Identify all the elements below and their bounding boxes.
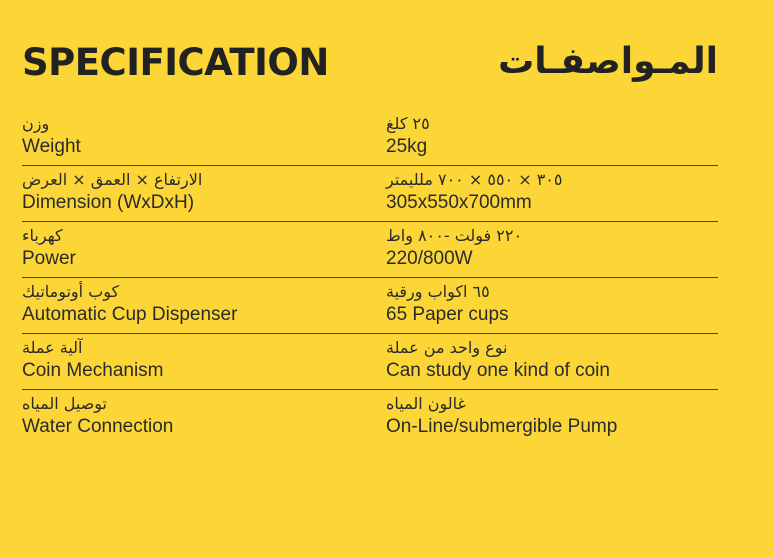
spec-row-coin-mechanism: [22, 334, 718, 390]
spec-label: [22, 394, 382, 438]
spec-value-english: On-Line/submergible Pump: [386, 416, 618, 437]
spec-label-english: Automatic Cup Dispenser: [22, 304, 238, 325]
spec-table: [22, 110, 718, 446]
page-title: SPECIFICATION: [22, 41, 329, 84]
spec-value-english: 65 Paper cups: [386, 304, 509, 325]
spec-label-arabic: توصيل المياه: [22, 394, 107, 413]
spec-label-arabic: كوب أوتوماتيك: [22, 282, 120, 301]
spec-value: [386, 170, 716, 214]
spec-label-english: Coin Mechanism: [22, 360, 164, 381]
spec-label-english: Water Connection: [22, 416, 174, 437]
spec-row-weight: [22, 110, 718, 166]
spec-label: [22, 226, 382, 270]
spec-value: [386, 226, 716, 270]
spec-label: [22, 338, 382, 382]
spec-label-arabic: كهرباء: [22, 226, 63, 245]
spec-label-arabic: آلية عملة: [22, 338, 83, 357]
spec-value-arabic: ٢٥ كلغ: [386, 114, 430, 133]
spec-row-power: [22, 222, 718, 278]
spec-row-cup-dispenser: [22, 278, 718, 334]
spec-value-english: 305x550x700mm: [386, 192, 532, 213]
page-title-arabic: المـواصفـات: [498, 41, 718, 82]
spec-value: [386, 338, 716, 382]
spec-label-english: Power: [22, 248, 76, 269]
spec-value: [386, 394, 716, 438]
spec-value-english: Can study one kind of coin: [386, 360, 610, 381]
spec-value-arabic: ٣٠٥ × ٥٥٠ × ٧٠٠ ملليمتر: [386, 170, 563, 189]
spec-row-water-connection: [22, 390, 718, 446]
spec-label-arabic: وزن: [22, 114, 50, 133]
spec-label: [22, 282, 382, 326]
spec-label: [22, 170, 382, 214]
spec-row-dimension: [22, 166, 718, 222]
spec-value-arabic: ٢٢٠ فولت -٨٠٠ واط: [386, 226, 523, 245]
spec-value: [386, 114, 716, 158]
spec-label-arabic: الارتفاع × العمق × العرض: [22, 170, 203, 189]
spec-value-english: 25kg: [386, 136, 428, 157]
spec-label: [22, 114, 382, 158]
spec-value: [386, 282, 716, 326]
spec-label-english: Weight: [22, 136, 81, 157]
spec-value-arabic: غالون المياه: [386, 394, 466, 413]
spec-value-arabic: ٦٥ اكواب ورقية: [386, 282, 490, 301]
spec-value-arabic: نوع واحد من عملة: [386, 338, 508, 357]
spec-value-english: 220/800W: [386, 248, 473, 269]
spec-label-english: Dimension (WxDxH): [22, 192, 195, 213]
